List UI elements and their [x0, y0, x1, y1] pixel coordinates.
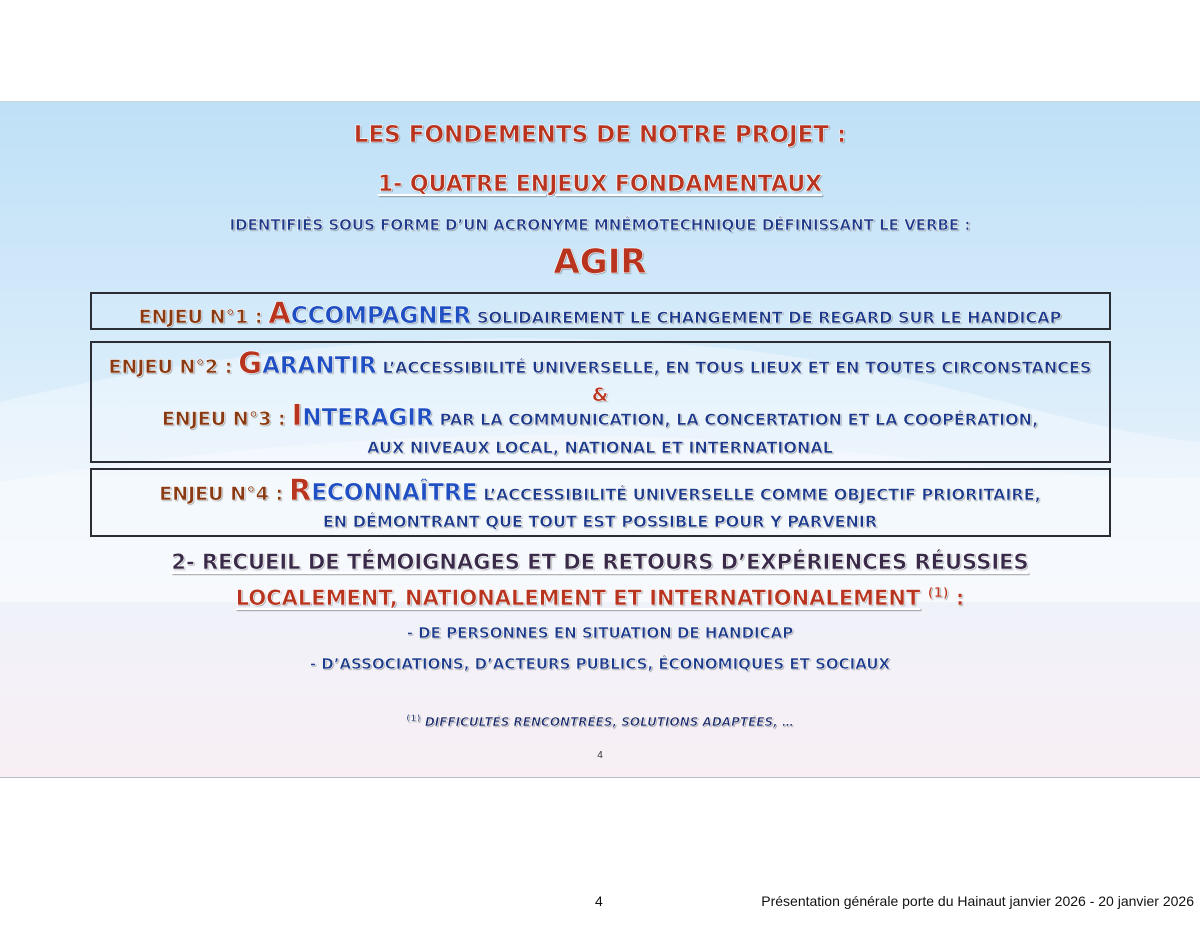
section2-footnote-ref: (1) [927, 586, 949, 601]
enjeu-1-verb: CCOMPAGNER [290, 303, 472, 329]
enjeu-2-verb: ARANTIR [262, 353, 377, 379]
footnote-mark: (1) [406, 714, 421, 724]
slide [0, 101, 1200, 778]
footnote [0, 714, 1200, 729]
enjeu-2-label: ENJEU N°2 : [108, 356, 233, 378]
enjeu-3-text: PAR LA COMMUNICATION, LA CONCERTATION ET LA COOPÉRATION, [439, 410, 1039, 429]
enjeu-1-initial: A [268, 296, 291, 330]
enjeu-2-text: L’ACCESSIBILITÉ UNIVERSELLE, EN TOUS LIEUX ET EN TOUTES CIRCONSTANCES [382, 358, 1092, 377]
enjeu-3-verb: NTERAGIR [302, 405, 434, 431]
enjeu-3-initial: I [291, 398, 303, 432]
enjeu-4-verb: ECONNAÎTRE [311, 480, 478, 506]
enjeu-4-line [0, 473, 1200, 507]
footer-caption: Présentation générale porte du Hainaut janvier 2026 - 20 janvier 2026 [761, 893, 1194, 909]
enjeu-3-label: ENJEU N°3 : [161, 408, 286, 430]
enjeu-3-text2: AUX NIVEAUX LOCAL, NATIONAL ET INTERNATIONAL [367, 438, 833, 457]
enjeu-2-initial: G [238, 346, 263, 380]
section2-subheading-line [0, 586, 1200, 610]
bullet-2: - D’ASSOCIATIONS, D’ACTEURS PUBLICS, ÉCONOMIQUES ET SOCIAUX [309, 655, 891, 673]
enjeu-4-initial: R [288, 473, 312, 507]
enjeu-4-text2: EN DÉMONTRANT QUE TOUT EST POSSIBLE POUR Y PARVENIR [322, 512, 878, 531]
enjeu-1-line [0, 296, 1200, 330]
page-title: LES FONDEMENTS DE NOTRE PROJET : [353, 122, 847, 148]
footnote-text: DIFFICULTÉS RENCONTRÉES, SOLUTIONS ADAPTÉES, … [424, 715, 794, 729]
enjeu-3-line [0, 398, 1200, 432]
section1-heading: 1- QUATRE ENJEUX FONDAMENTAUX [377, 172, 823, 197]
enjeu-4-text: L’ACCESSIBILITÉ UNIVERSELLE COMME OBJECTIF PRIORITAIRE, [483, 485, 1041, 504]
ampersand: & [591, 384, 609, 406]
slide-number: 4 [597, 750, 603, 761]
enjeu-1-text: SOLIDAIREMENT LE CHANGEMENT DE REGARD SUR LE HANDICAP [477, 308, 1062, 327]
section2-heading: 2- RECUEIL DE TÉMOIGNAGES ET DE RETOURS D’EXPÉRIENCES RÉUSSIES [171, 550, 1029, 574]
section2-subheading: LOCALEMENT, NATIONALEMENT ET INTERNATIONALEMENT [235, 586, 921, 610]
section2-colon: : [948, 586, 965, 610]
enjeu-4-label: ENJEU N°4 : [159, 483, 284, 505]
enjeu-1-label: ENJEU N°1 : [138, 306, 263, 328]
section1-subheading: IDENTIFIÉS SOUS FORME D’UN ACRONYME MNÉMOTECHNIQUE DÉFINISSANT LE VERBE : [229, 216, 971, 234]
bullet-1: - DE PERSONNES EN SITUATION DE HANDICAP [406, 624, 794, 642]
footer-page-number: 4 [595, 893, 603, 909]
enjeu-2-line [0, 346, 1200, 380]
acronym-agir: AGIR [553, 242, 647, 282]
